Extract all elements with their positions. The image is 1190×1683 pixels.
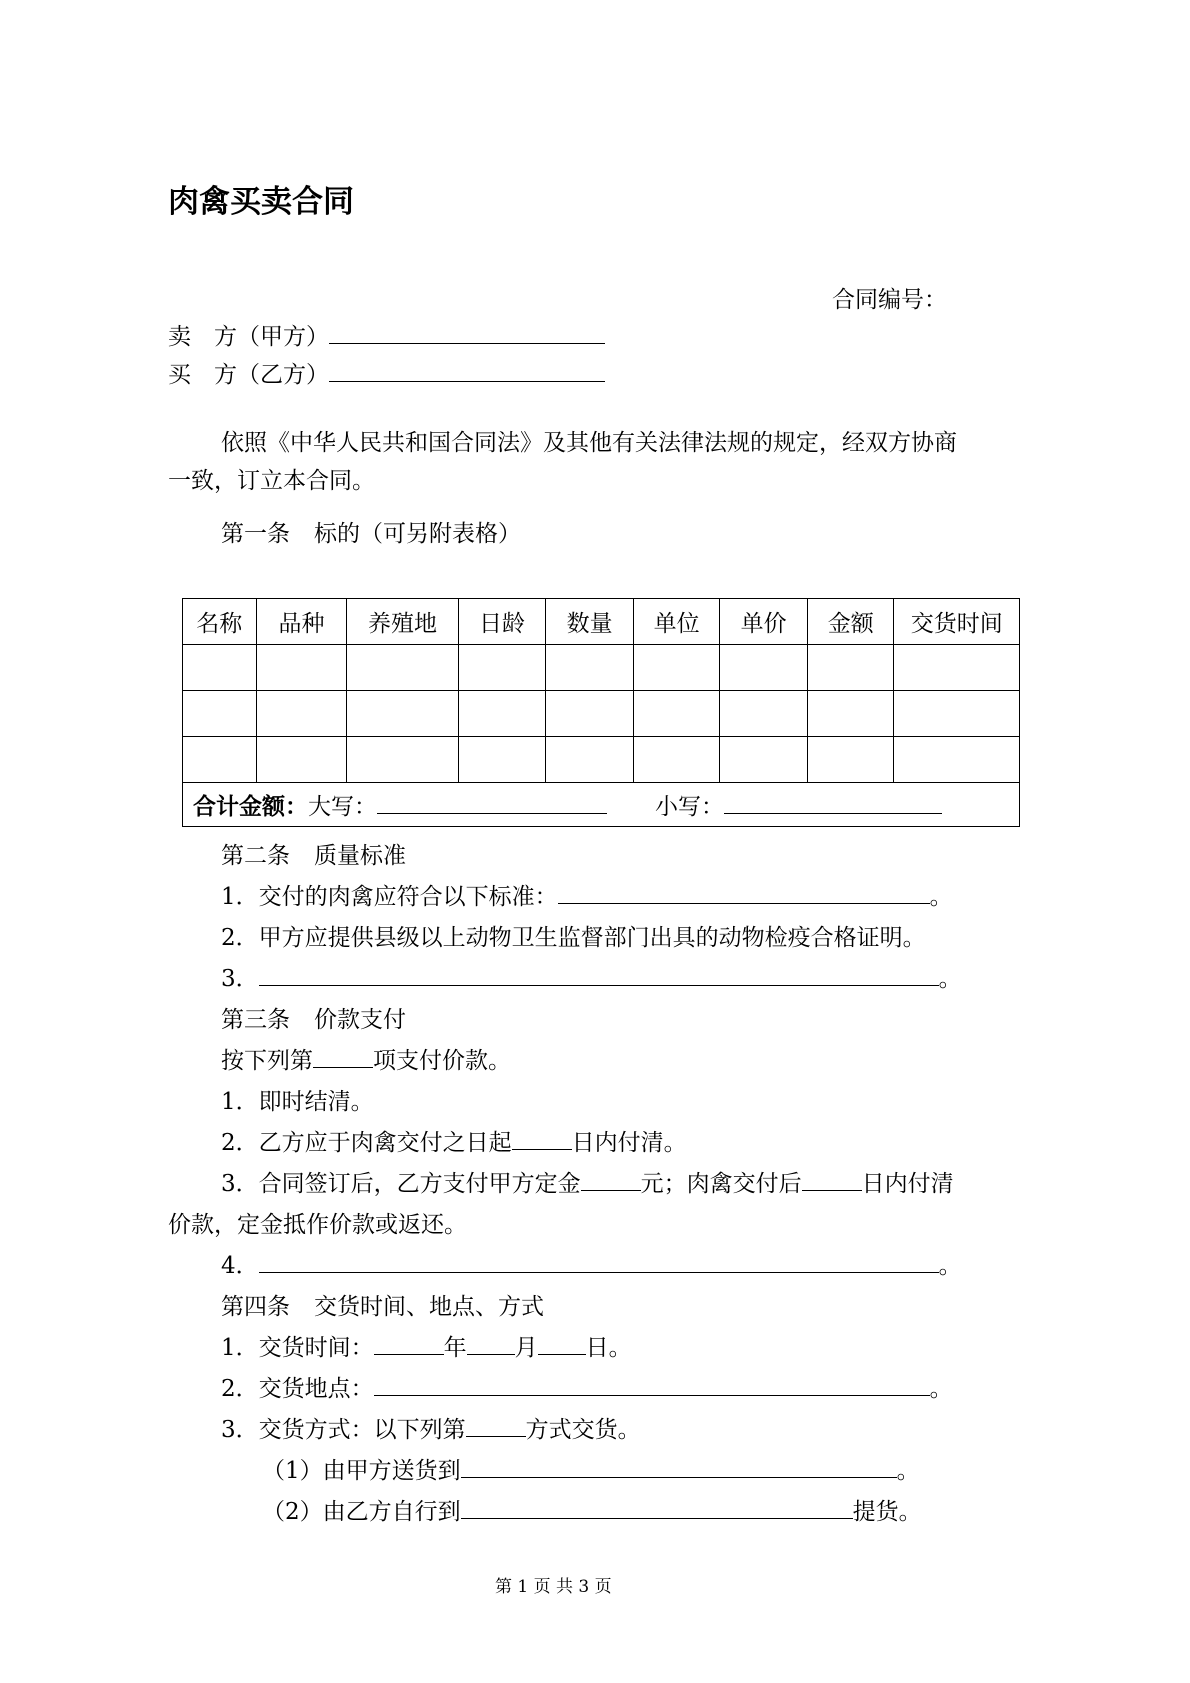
delivery-month-blank[interactable]: [467, 1332, 515, 1355]
seller-deliver-to-blank[interactable]: [461, 1455, 897, 1478]
table-row: [183, 737, 1020, 783]
intro-line-1: 依照《中华人民共和国合同法》及其他有关法律法规的规定，经双方协商: [221, 430, 957, 456]
table-cell[interactable]: [633, 691, 720, 737]
table-cell[interactable]: [183, 737, 257, 783]
article-4-option-1: [262, 1455, 920, 1487]
article-3-item-1: 1．即时结清。: [221, 1089, 374, 1115]
buyer-char: 买: [168, 362, 191, 388]
lower-amount-label: 小写：: [655, 794, 724, 820]
article-2-heading: [221, 840, 406, 872]
header-cell: 品种: [256, 599, 347, 645]
buyer-line: [168, 359, 605, 391]
quality-standard-blank[interactable]: [558, 881, 930, 904]
table-cell[interactable]: [894, 691, 1020, 737]
table-cell[interactable]: [458, 737, 546, 783]
page-footer: 第 1 页 共 3 页: [495, 1577, 612, 1597]
option-2-text: （2）由乙方自行到: [262, 1499, 461, 1525]
article-4-item-2: [221, 1373, 953, 1405]
delivery-method-blank[interactable]: [466, 1414, 526, 1437]
article-3-choose-b: 项支付价款。: [373, 1048, 511, 1074]
header-cell: 数量: [546, 599, 634, 645]
header-cell: 单位: [633, 599, 720, 645]
deposit-blank[interactable]: [581, 1168, 641, 1191]
article-2-title: 质量标准: [314, 843, 406, 869]
article-3-item-3: [221, 1168, 954, 1200]
seller-label: 方（甲方）: [214, 324, 329, 350]
article-3-item-3-a: 3．合同签订后，乙方支付甲方定金: [221, 1171, 581, 1197]
table-cell[interactable]: [633, 645, 720, 691]
period: 。: [929, 884, 953, 910]
header-cell: 名称: [183, 599, 257, 645]
article-4-item-3: [221, 1414, 641, 1446]
delivery-method-label: 3．交货方式：以下列第: [221, 1417, 466, 1443]
contract-number-label: 合同编号：: [832, 287, 947, 313]
article-3-item-3-cont: 价款，定金抵作价款或返还。: [168, 1212, 467, 1238]
option-2-suffix: 提货。: [852, 1499, 922, 1525]
article-2-item-2: 2．甲方应提供县级以上动物卫生监督部门出具的动物检疫合格证明。: [221, 925, 926, 951]
period: 。: [938, 966, 962, 992]
article-1-number: 第一条: [221, 521, 290, 547]
article-2-item-1-text: 1．交付的肉禽应符合以下标准：: [221, 884, 558, 910]
buyer-blank[interactable]: [329, 359, 605, 382]
table-row: [183, 645, 1020, 691]
table-cell[interactable]: [720, 691, 808, 737]
delivery-day-blank[interactable]: [538, 1332, 586, 1355]
table-cell[interactable]: [720, 737, 808, 783]
article-3-item-4: [221, 1250, 962, 1282]
upper-amount-label: 大写：: [308, 794, 377, 820]
table-cell[interactable]: [546, 737, 634, 783]
article-1-title: 标的（可另附表格）: [314, 521, 521, 547]
header-cell: 金额: [807, 599, 894, 645]
header-cell: 养殖地: [347, 599, 458, 645]
period: 。: [896, 1458, 920, 1484]
period: 。: [929, 1376, 953, 1402]
article-3-item-3-c: 日内付清: [861, 1171, 954, 1197]
subject-table: [182, 598, 1020, 827]
article-4-title: 交货时间、地点、方式: [314, 1294, 544, 1320]
table-cell[interactable]: [256, 645, 347, 691]
article-3-heading: [221, 1004, 406, 1036]
table-cell[interactable]: [458, 645, 546, 691]
table-cell[interactable]: [256, 691, 347, 737]
buyer-pickup-blank[interactable]: [461, 1496, 853, 1519]
article-2-number: 第二条: [221, 843, 290, 869]
delivery-place-label: 2．交货地点：: [221, 1376, 374, 1402]
article-1-heading: [221, 518, 521, 550]
table-cell[interactable]: [720, 645, 808, 691]
payment-other-blank[interactable]: [259, 1250, 939, 1273]
header-cell: 交货时间: [894, 599, 1020, 645]
intro-line-2: 一致，订立本合同。: [168, 468, 375, 494]
article-4-option-2: [262, 1496, 922, 1528]
article-3-choose-a: 按下列第: [221, 1048, 313, 1074]
article-4-item-1: [221, 1332, 632, 1364]
article-4-number: 第四条: [221, 1294, 290, 1320]
settle-days-blank[interactable]: [802, 1168, 862, 1191]
buyer-label: 方（乙方）: [214, 362, 329, 388]
article-3-title: 价款支付: [314, 1007, 406, 1033]
article-2-item-3-text: 3．: [221, 966, 259, 992]
period: 。: [938, 1253, 962, 1279]
table-total-row: [183, 783, 1020, 827]
article-3-number: 第三条: [221, 1007, 290, 1033]
total-amount-cell: [183, 783, 1020, 827]
document-title: 肉禽买卖合同: [168, 184, 354, 220]
table-cell[interactable]: [894, 737, 1020, 783]
article-3-choose: [221, 1045, 511, 1077]
article-3-item-2-b: 日内付清。: [571, 1130, 687, 1156]
table-cell[interactable]: [807, 645, 894, 691]
day-label: 日。: [585, 1335, 632, 1361]
table-cell[interactable]: [458, 691, 546, 737]
table-cell[interactable]: [633, 737, 720, 783]
delivery-year-blank[interactable]: [374, 1332, 444, 1355]
total-amount-label: 合计金额：: [193, 794, 308, 820]
seller-blank[interactable]: [329, 321, 605, 344]
table-cell[interactable]: [546, 691, 634, 737]
table-cell[interactable]: [546, 645, 634, 691]
table-cell[interactable]: [894, 645, 1020, 691]
delivery-method-suffix: 方式交货。: [525, 1417, 641, 1443]
payment-option-blank[interactable]: [313, 1045, 373, 1068]
table-header-row: [183, 599, 1020, 645]
table-cell[interactable]: [256, 737, 347, 783]
table-cell[interactable]: [183, 691, 257, 737]
header-cell: 单价: [720, 599, 808, 645]
article-4-heading: [221, 1291, 544, 1323]
table-row: [183, 691, 1020, 737]
option-1-text: （1）由甲方送货到: [262, 1458, 461, 1484]
table-cell[interactable]: [807, 691, 894, 737]
article-2-item-1: [221, 881, 953, 913]
seller-line: [168, 321, 605, 353]
header-cell: 日龄: [458, 599, 546, 645]
upper-amount-blank[interactable]: [377, 791, 607, 814]
table-cell[interactable]: [183, 645, 257, 691]
delivery-place-blank[interactable]: [374, 1373, 930, 1396]
table-cell[interactable]: [347, 645, 458, 691]
lower-amount-blank[interactable]: [724, 791, 942, 814]
delivery-time-label: 1．交货时间：: [221, 1335, 374, 1361]
seller-char: 卖: [168, 324, 191, 350]
quality-other-blank[interactable]: [259, 963, 939, 986]
article-3-item-2-a: 2．乙方应于肉禽交付之日起: [221, 1130, 512, 1156]
table-cell[interactable]: [807, 737, 894, 783]
payment-days-blank[interactable]: [512, 1127, 572, 1150]
month-label: 月: [514, 1335, 538, 1361]
article-3-item-4-text: 4．: [221, 1253, 259, 1279]
year-label: 年: [443, 1335, 467, 1361]
table-cell[interactable]: [347, 691, 458, 737]
article-2-item-3: [221, 963, 962, 995]
article-3-item-3-b: 元；肉禽交付后: [640, 1171, 802, 1197]
table-cell[interactable]: [347, 737, 458, 783]
article-3-item-2: [221, 1127, 687, 1159]
